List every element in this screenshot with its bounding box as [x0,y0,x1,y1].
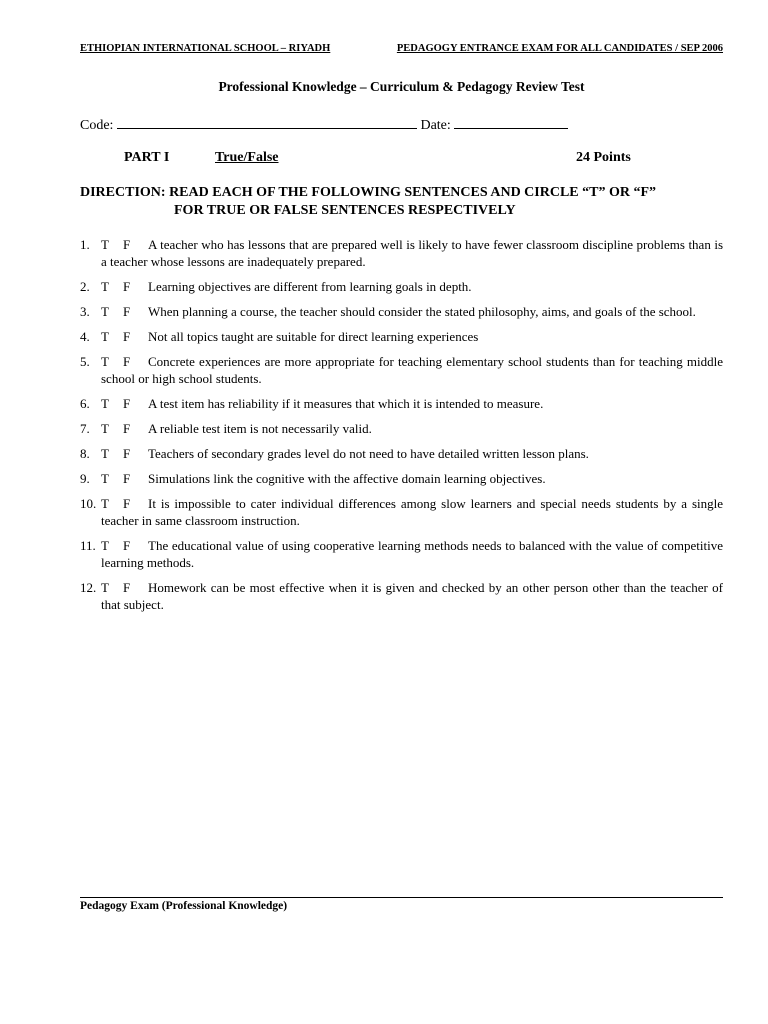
question-number: 10. [80,496,97,511]
true-false-choices [101,328,148,345]
page-header [80,43,723,54]
question-item [80,445,723,462]
question-item [80,579,723,613]
exam-name: PEDAGOGY ENTRANCE EXAM FOR ALL CANDIDATES / SEP 2006 [396,43,723,54]
question-item [80,537,723,571]
true-false-choices [101,395,148,412]
part-label: PART I [124,150,170,165]
question-text: Concrete experiences are more appropriate for teaching elementary school students than for teaching middle school or high school students. [101,354,723,386]
true-option[interactable]: T [101,354,109,369]
false-option[interactable]: F [122,237,131,252]
question-item [80,420,723,437]
date-field[interactable] [454,115,568,129]
direction-line-1: DIRECTION: READ EACH OF THE FOLLOWING SENTENCES AND CIRCLE “T” OR “F” [80,185,657,200]
question-text: It is impossible to cater individual differences among slow learners and special needs students by a single teacher in same classroom instruction. [101,496,723,528]
question-number: 5. [80,354,90,369]
true-option[interactable]: T [101,329,109,344]
false-option[interactable]: F [122,396,131,411]
true-option[interactable]: T [101,304,109,319]
code-date-line [80,115,568,134]
footer-divider [80,897,723,898]
question-text: A reliable test item is not necessarily valid. [148,421,372,436]
question-item [80,353,723,387]
false-option[interactable]: F [122,329,131,344]
question-number: 9. [80,471,90,486]
question-text: A test item has reliability if it measures that which it is intended to measure. [148,396,544,411]
true-option[interactable]: T [101,279,109,294]
question-text: The educational value of using cooperative learning methods needs to balanced with the value of competitive learning methods. [101,538,723,570]
question-number: 11. [80,538,96,553]
question-item [80,278,723,295]
question-item [80,395,723,412]
question-item [80,470,723,487]
question-item [80,495,723,529]
question-text: Homework can be most effective when it is given and checked by an other person other than the teacher of that subject. [101,580,723,612]
true-false-choices [101,470,148,487]
false-option[interactable]: F [122,496,131,511]
question-text: Not all topics taught are suitable for direct learning experiences [148,329,479,344]
page-title: Professional Knowledge – Curriculum & Pedagogy Review Test [218,79,585,94]
code-label: Code: [80,118,114,133]
question-number: 3. [80,304,90,319]
question-text: A teacher who has lessons that are prepared well is likely to have fewer classroom discipline problems than is a teacher whose lessons are inadequately prepared. [101,237,723,269]
question-number: 8. [80,446,90,461]
true-false-choices [101,579,148,596]
question-number: 2. [80,279,90,294]
false-option[interactable]: F [122,580,131,595]
true-option[interactable]: T [101,446,109,461]
true-false-choices [101,236,148,253]
code-field[interactable] [117,115,417,129]
false-option[interactable]: F [122,538,131,553]
question-number: 7. [80,421,90,436]
false-option[interactable]: F [122,279,131,294]
footer-text: Pedagogy Exam (Professional Knowledge) [80,900,288,912]
true-option[interactable]: T [101,396,109,411]
true-option[interactable]: T [101,496,109,511]
true-option[interactable]: T [101,471,109,486]
direction-line-2: FOR TRUE OR FALSE SENTENCES RESPECTIVELY [174,203,516,218]
true-false-choices [101,537,148,554]
true-false-choices [101,445,148,462]
true-option[interactable]: T [101,580,109,595]
date-label: Date: [420,118,451,133]
true-false-choices [101,303,148,320]
true-option[interactable]: T [101,538,109,553]
part-points: 24 Points [576,150,631,165]
question-text: Learning objectives are different from learning goals in depth. [148,279,472,294]
false-option[interactable]: F [122,354,131,369]
false-option[interactable]: F [122,421,131,436]
question-number: 12. [80,580,97,595]
false-option[interactable]: F [122,471,131,486]
question-number: 6. [80,396,90,411]
question-item [80,236,723,270]
question-number: 1. [80,237,90,252]
question-text: When planning a course, the teacher should consider the stated philosophy, aims, and goals of the school. [148,304,696,319]
direction [80,184,723,220]
true-option[interactable]: T [101,421,109,436]
true-false-choices [101,278,148,295]
true-false-choices [101,420,148,437]
true-false-choices [101,353,148,370]
question-item [80,303,723,320]
question-text: Simulations link the cognitive with the affective domain learning objectives. [148,471,546,486]
false-option[interactable]: F [122,304,131,319]
true-option[interactable]: T [101,237,109,252]
question-list [80,236,723,621]
part-type: True/False [215,150,279,165]
question-item [80,328,723,345]
true-false-choices [101,495,148,512]
false-option[interactable]: F [122,446,131,461]
school-name: ETHIOPIAN INTERNATIONAL SCHOOL – RIYADH [80,43,331,54]
question-text: Teachers of secondary grades level do not need to have detailed written lesson plans. [148,446,589,461]
question-number: 4. [80,329,90,344]
